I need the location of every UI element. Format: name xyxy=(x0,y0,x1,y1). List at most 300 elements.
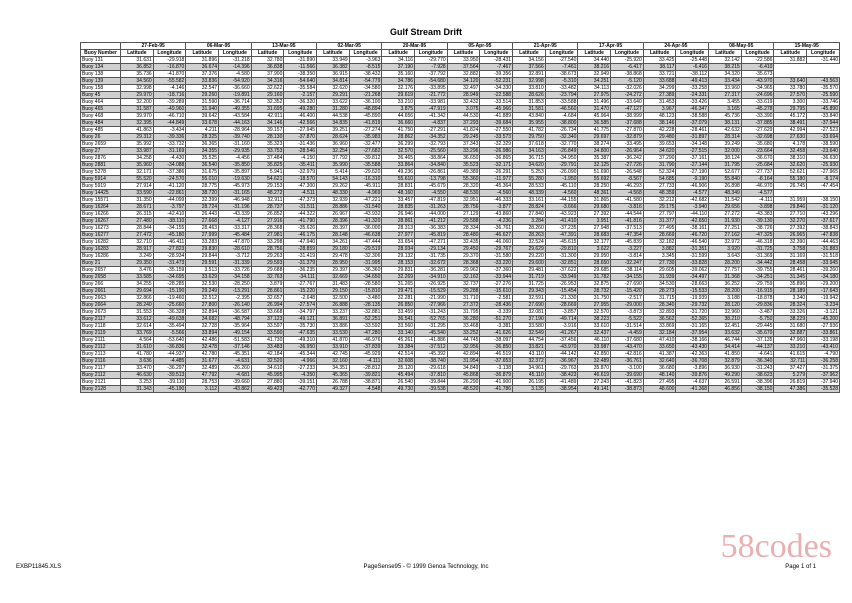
latitude-cell: 28.313 xyxy=(382,225,415,232)
longitude-cell: -27.523 xyxy=(807,127,840,134)
longitude-cell: -27.190 xyxy=(676,169,709,176)
latitude-cell: 37.376 xyxy=(186,71,219,78)
longitude-cell: -45.180 xyxy=(153,232,186,239)
longitude-cell: -37.940 xyxy=(807,379,840,386)
longitude-cell: -37.962 xyxy=(807,372,840,379)
latitude-cell: 38.117 xyxy=(643,64,676,71)
latitude-cell: 33.960 xyxy=(709,85,742,92)
longitude-cell: -33.390 xyxy=(741,113,774,120)
longitude-cell: -18.570 xyxy=(284,176,317,183)
latitude-cell: 32.497 xyxy=(447,85,480,92)
longitude-cell: -3.797 xyxy=(153,204,186,211)
watermark: 58codes xyxy=(720,528,832,565)
longitude-cell: -34.155 xyxy=(611,274,644,281)
longitude-cell: -37.885 xyxy=(741,120,774,127)
latitude-cell: 37.190 xyxy=(513,316,546,323)
buoy-number-cell: Buoy 2658 xyxy=(81,274,121,281)
longitude-header: Longitude xyxy=(153,50,186,57)
longitude-cell: -29.770 xyxy=(415,57,448,64)
buoy-number-cell: Buoy 2128 xyxy=(81,386,121,393)
longitude-cell: -3.873 xyxy=(611,309,644,316)
latitude-cell: 26.290 xyxy=(447,379,480,386)
longitude-cell: -37.653 xyxy=(480,358,513,365)
latitude-cell: 48.330 xyxy=(317,190,350,197)
latitude-cell: 35.736 xyxy=(121,71,154,78)
latitude-cell: 29.795 xyxy=(774,106,807,113)
longitude-cell: -19.939 xyxy=(676,295,709,302)
latitude-cell: 28.120 xyxy=(709,302,742,309)
longitude-cell: -41.267 xyxy=(545,330,578,337)
longitude-cell: -38.843 xyxy=(807,225,840,232)
longitude-cell: -25.590 xyxy=(807,92,840,99)
latitude-cell: 32.177 xyxy=(578,239,611,246)
latitude-cell: 45.868 xyxy=(447,372,480,379)
latitude-cell: 31.542 xyxy=(709,197,742,204)
latitude-cell: 36.280 xyxy=(447,316,480,323)
latitude-cell: 33.678 xyxy=(186,120,219,127)
longitude-cell: -26.953 xyxy=(545,281,578,288)
latitude-cell: 33.836 xyxy=(186,78,219,85)
latitude-cell: 3.622 xyxy=(578,246,611,253)
longitude-cell: -46.519 xyxy=(480,351,513,358)
latitude-cell: 27.975 xyxy=(578,92,611,99)
latitude-cell: 36.660 xyxy=(382,120,415,127)
longitude-cell: -36.340 xyxy=(741,358,774,365)
latitude-cell: 34.682 xyxy=(186,316,219,323)
latitude-cell: 32.478 xyxy=(186,344,219,351)
longitude-cell: -37.146 xyxy=(219,344,252,351)
longitude-cell: -43.296 xyxy=(807,211,840,218)
longitude-cell: -21.772 xyxy=(415,92,448,99)
latitude-cell: 48.160 xyxy=(382,190,415,197)
latitude-cell: 28.461 xyxy=(774,267,807,274)
latitude-cell: 31.169 xyxy=(774,253,807,260)
longitude-cell: -28.610 xyxy=(219,246,252,253)
longitude-cell: -13.291 xyxy=(219,288,252,295)
longitude-cell: -38.999 xyxy=(611,113,644,120)
table-row xyxy=(81,218,840,225)
latitude-cell: 34.835 xyxy=(317,120,350,127)
latitude-cell: 35.992 xyxy=(121,141,154,148)
longitude-cell: -4.485 xyxy=(153,358,186,365)
longitude-cell: -43.584 xyxy=(219,113,252,120)
buoy-number-cell: Buoy 2657 xyxy=(81,267,121,274)
latitude-cell: 41.750 xyxy=(382,127,415,134)
longitude-header: Longitude xyxy=(480,50,513,57)
longitude-cell: -45.392 xyxy=(415,351,448,358)
latitude-cell: 32.000 xyxy=(709,148,742,155)
latitude-cell: 33.585 xyxy=(121,274,154,281)
latitude-cell: 32.435 xyxy=(447,239,480,246)
longitude-cell: -31.300 xyxy=(545,253,578,260)
table-row xyxy=(81,372,840,379)
longitude-cell: -37.680 xyxy=(611,337,644,344)
longitude-cell: -28.546 xyxy=(284,148,317,155)
longitude-cell: -33.317 xyxy=(219,225,252,232)
latitude-cell: 41.780 xyxy=(121,351,154,358)
longitude-cell: -19.942 xyxy=(807,295,840,302)
latitude-cell: 32.951 xyxy=(447,197,480,204)
latitude-cell: 31.280 xyxy=(317,106,350,113)
latitude-cell: 52.621 xyxy=(774,169,807,176)
latitude-cell: 27.668 xyxy=(186,218,219,225)
latitude-cell: 36.915 xyxy=(317,71,350,78)
longitude-cell: -47.127 xyxy=(611,106,644,113)
buoy-number-cell: Buoy 5914 xyxy=(81,176,121,183)
latitude-cell: 32.891 xyxy=(513,71,546,78)
longitude-cell: -28.285 xyxy=(153,281,186,288)
latitude-cell: 33.140 xyxy=(382,330,415,337)
latitude-cell: 28.463 xyxy=(186,225,219,232)
longitude-cell: -31.160 xyxy=(219,141,252,148)
latitude-cell: 32.711 xyxy=(774,358,807,365)
latitude-cell: 35.990 xyxy=(317,162,350,169)
latitude-cell: 4.178 xyxy=(774,141,807,148)
longitude-cell: -31.995 xyxy=(349,260,382,267)
latitude-cell: 47.960 xyxy=(774,337,807,344)
page-title: Gulf Stream Drift xyxy=(389,27,462,37)
latitude-cell: 41.824 xyxy=(447,127,480,134)
latitude-cell: 36.680 xyxy=(643,365,676,372)
table-row xyxy=(81,386,840,393)
longitude-cell: -13.798 xyxy=(415,176,448,183)
longitude-cell: -47.221 xyxy=(349,197,382,204)
longitude-cell: -23.664 xyxy=(741,148,774,155)
latitude-cell: 41.782 xyxy=(513,127,546,134)
latitude-cell: 5.414 xyxy=(317,169,350,176)
latitude-cell: 28.886 xyxy=(317,204,350,211)
latitude-cell: 31.343 xyxy=(121,386,154,393)
longitude-cell: -35.897 xyxy=(219,169,252,176)
latitude-cell: 3.075 xyxy=(447,106,480,113)
longitude-cell: -25.930 xyxy=(807,162,840,169)
latitude-cell: 33.949 xyxy=(317,57,350,64)
latitude-cell: 34.258 xyxy=(121,155,154,162)
latitude-cell: 36.382 xyxy=(317,64,350,71)
latitude-cell: 28.669 xyxy=(643,232,676,239)
longitude-cell: -32.851 xyxy=(545,260,578,267)
longitude-cell: -41.489 xyxy=(545,379,578,386)
longitude-cell: -3.480 xyxy=(349,295,382,302)
latitude-cell: 29.291 xyxy=(317,92,350,99)
latitude-cell: 3.951 xyxy=(578,218,611,225)
longitude-cell: -4.641 xyxy=(741,351,774,358)
longitude-cell: -45.110 xyxy=(545,183,578,190)
longitude-cell: -37.079 xyxy=(676,120,709,127)
longitude-cell: -39.110 xyxy=(153,379,186,386)
longitude-cell: -4.681 xyxy=(219,372,252,379)
latitude-cell: 33.950 xyxy=(447,57,480,64)
latitude-cell: 29.288 xyxy=(447,288,480,295)
latitude-cell: 36.838 xyxy=(251,64,284,71)
longitude-cell: -3.434 xyxy=(153,127,186,134)
longitude-cell: -33.619 xyxy=(741,99,774,106)
longitude-cell: -39.660 xyxy=(219,379,252,386)
latitude-cell: 38.216 xyxy=(578,64,611,71)
latitude-cell: 49.290 xyxy=(709,372,742,379)
longitude-cell: -35.983 xyxy=(349,134,382,141)
longitude-cell: -32.171 xyxy=(480,162,513,169)
longitude-cell: -34.155 xyxy=(153,225,186,232)
latitude-cell: 32.524 xyxy=(513,239,546,246)
longitude-cell: -3.896 xyxy=(676,365,709,372)
longitude-cell: -47.919 xyxy=(415,106,448,113)
latitude-cell: 41.730 xyxy=(251,337,284,344)
longitude-cell: -44.137 xyxy=(741,344,774,351)
longitude-cell: -47.354 xyxy=(611,232,644,239)
latitude-cell: 27.981 xyxy=(251,232,284,239)
latitude-cell: 42.184 xyxy=(251,351,284,358)
longitude-cell: -6.417 xyxy=(611,64,644,71)
latitude-cell: 42.850 xyxy=(578,351,611,358)
latitude-cell: 38.146 xyxy=(643,120,676,127)
longitude-cell: -3.487 xyxy=(741,309,774,316)
latitude-cell: 45.365 xyxy=(317,372,350,379)
latitude-cell: 49.730 xyxy=(382,386,415,393)
longitude-cell: -27.682 xyxy=(349,148,382,155)
longitude-cell: -49.960 xyxy=(153,106,186,113)
longitude-cell: -33.726 xyxy=(219,267,252,274)
longitude-cell: -33.482 xyxy=(545,85,578,92)
longitude-cell: -27.515 xyxy=(676,148,709,155)
latitude-cell: 35.523 xyxy=(447,162,480,169)
longitude-cell: -3.138 xyxy=(480,365,513,372)
longitude-cell: -45.364 xyxy=(480,183,513,190)
longitude-cell: -47.300 xyxy=(284,183,317,190)
longitude-cell: -27.690 xyxy=(611,281,644,288)
latitude-cell: 29.471 xyxy=(382,288,415,295)
longitude-cell: -3.712 xyxy=(219,253,252,260)
longitude-cell: -41.342 xyxy=(415,113,448,120)
table-row xyxy=(81,71,840,78)
latitude-cell: 28.250 xyxy=(578,183,611,190)
table-row xyxy=(81,267,840,274)
buoy-number-cell: Buoy 26 xyxy=(81,134,121,141)
latitude-cell: 31.865 xyxy=(578,197,611,204)
longitude-cell: -41.320 xyxy=(349,218,382,225)
longitude-cell: -33.945 xyxy=(807,260,840,267)
latitude-cell: 32.184 xyxy=(643,330,676,337)
table-row xyxy=(81,92,840,99)
longitude-cell: -38.590 xyxy=(807,141,840,148)
longitude-cell: -41.120 xyxy=(153,183,186,190)
latitude-cell: 29.750 xyxy=(513,134,546,141)
longitude-cell: -41.626 xyxy=(480,330,513,337)
longitude-cell: -37.870 xyxy=(284,134,317,141)
buoy-number-cell: Buoy 2881 xyxy=(81,162,121,169)
latitude-cell: 32.269 xyxy=(382,274,415,281)
latitude-cell: 34.620 xyxy=(513,162,546,169)
longitude-cell: -45.890 xyxy=(349,113,382,120)
latitude-cell: 31.553 xyxy=(121,309,154,316)
table-row xyxy=(81,309,840,316)
latitude-cell: 27.914 xyxy=(121,183,154,190)
longitude-cell: -46.175 xyxy=(284,232,317,239)
latitude-cell: 32.081 xyxy=(513,309,546,316)
longitude-header: Longitude xyxy=(349,50,382,57)
latitude-cell: 32.395 xyxy=(121,120,154,127)
table-row xyxy=(81,337,840,344)
longitude-cell: -45.890 xyxy=(807,106,840,113)
longitude-cell: -37.512 xyxy=(415,344,448,351)
latitude-cell: 3.513 xyxy=(186,267,219,274)
latitude-cell: 33.668 xyxy=(251,309,284,316)
latitude-cell: 26.443 xyxy=(186,211,219,218)
longitude-cell: -37.135 xyxy=(741,337,774,344)
latitude-cell: 3.967 xyxy=(643,106,676,113)
buoy-number-cell: Buoy 5919 xyxy=(81,183,121,190)
longitude-cell: -8.174 xyxy=(807,176,840,183)
latitude-cell: 29.481 xyxy=(513,267,546,274)
longitude-cell: -17.643 xyxy=(807,288,840,295)
longitude-cell: -36.587 xyxy=(219,309,252,316)
date-header: 02-Mar-95 xyxy=(317,43,382,50)
latitude-cell: 28.325 xyxy=(186,134,219,141)
table-row xyxy=(81,281,840,288)
longitude-cell: -33.258 xyxy=(676,85,709,92)
longitude-cell: -31.165 xyxy=(676,323,709,330)
date-header: 08-May-95 xyxy=(709,43,774,50)
longitude-cell: -28.135 xyxy=(349,302,382,309)
latitude-cell: 28.824 xyxy=(513,204,546,211)
latitude-cell: 4.211 xyxy=(186,127,219,134)
longitude-cell: -31.511 xyxy=(284,204,317,211)
latitude-cell: 38.215 xyxy=(709,64,742,71)
latitude-cell: 31.345 xyxy=(774,274,807,281)
longitude-cell: -43.970 xyxy=(545,344,578,351)
longitude-cell: -37.235 xyxy=(545,225,578,232)
latitude-cell: 27.251 xyxy=(709,225,742,232)
latitude-cell: 36.365 xyxy=(186,141,219,148)
longitude-cell: -31.436 xyxy=(284,141,317,148)
latitude-cell: 28.650 xyxy=(578,260,611,267)
longitude-cell: -38.114 xyxy=(611,267,644,274)
latitude-cell: 37.190 xyxy=(382,64,415,71)
longitude-cell: -43.932 xyxy=(349,211,382,218)
longitude-cell: -49.413 xyxy=(676,78,709,85)
latitude-cell: 27.690 xyxy=(513,302,546,309)
latitude-cell: 47.386 xyxy=(774,386,807,393)
longitude-cell: -33.949 xyxy=(545,274,578,281)
longitude-cell: -33.840 xyxy=(807,113,840,120)
longitude-cell: -35.673 xyxy=(741,71,774,78)
longitude-cell: -33.573 xyxy=(480,134,513,141)
longitude-cell: -32.698 xyxy=(741,134,774,141)
longitude-cell: -36.660 xyxy=(219,85,252,92)
longitude-cell: -38.161 xyxy=(676,225,709,232)
longitude-cell: -39.289 xyxy=(153,99,186,106)
latitude-cell: 33.283 xyxy=(186,239,219,246)
latitude-cell: 28.934 xyxy=(382,246,415,253)
longitude-cell: -4.548 xyxy=(349,386,382,393)
latitude-cell: 33.650 xyxy=(643,344,676,351)
latitude-cell: 31.896 xyxy=(186,57,219,64)
longitude-cell: -3.381 xyxy=(480,323,513,330)
longitude-cell: -39.684 xyxy=(480,120,513,127)
latitude-cell: 26.898 xyxy=(709,183,742,190)
data-table-container xyxy=(80,42,840,552)
buoy-number-cell: Buoy 2118 xyxy=(81,323,121,330)
longitude-cell: -3.877 xyxy=(480,204,513,211)
longitude-cell: -36.836 xyxy=(153,344,186,351)
longitude-cell: -46.560 xyxy=(545,106,578,113)
latitude-cell: 34.120 xyxy=(447,78,480,85)
latitude-cell: 33.721 xyxy=(643,71,676,78)
longitude-cell: -19.891 xyxy=(219,92,252,99)
latitude-header: Latitude xyxy=(643,50,676,57)
longitude-cell: -35.588 xyxy=(349,162,382,169)
longitude-cell: -29.810 xyxy=(545,246,578,253)
longitude-cell: -28.669 xyxy=(545,302,578,309)
table-row xyxy=(81,127,840,134)
latitude-cell: 49.236 xyxy=(382,169,415,176)
latitude-cell: 44.754 xyxy=(513,337,546,344)
footer-copyright: PageSense95 - © 1999 Genoa Technology, Inc xyxy=(363,564,489,570)
buoy-number-cell: Buoy 465 xyxy=(81,106,121,113)
latitude-cell: 54.143 xyxy=(317,176,350,183)
longitude-cell: -36.383 xyxy=(415,225,448,232)
table-row xyxy=(81,288,840,295)
table-row xyxy=(81,246,840,253)
longitude-cell: -46.638 xyxy=(349,232,382,239)
latitude-cell: 36.960 xyxy=(317,141,350,148)
latitude-cell: 32.866 xyxy=(121,295,154,302)
latitude-cell: 29.480 xyxy=(643,134,676,141)
latitude-cell: 3.920 xyxy=(709,246,742,253)
longitude-cell: -21.268 xyxy=(349,92,382,99)
longitude-cell: -36.235 xyxy=(284,267,317,274)
longitude-cell: -42.816 xyxy=(611,351,644,358)
latitude-cell: 33.769 xyxy=(121,330,154,337)
latitude-cell: 36.252 xyxy=(709,281,742,288)
buoy-number-cell: Buoy 2673 xyxy=(81,309,121,316)
latitude-cell: 37.566 xyxy=(513,64,546,71)
longitude-cell: -8.567 xyxy=(611,176,644,183)
longitude-cell: -36.879 xyxy=(480,372,513,379)
latitude-cell: 32.200 xyxy=(121,99,154,106)
longitude-cell: -4.631 xyxy=(219,358,252,365)
latitude-cell: 51.690 xyxy=(578,169,611,176)
latitude-cell: 29.619 xyxy=(382,92,415,99)
longitude-cell: -29.791 xyxy=(545,162,578,169)
latitude-cell: 32.640 xyxy=(643,358,676,365)
longitude-cell: -5.310 xyxy=(545,78,578,85)
latitude-cell: 26.788 xyxy=(317,379,350,386)
latitude-cell: 54.685 xyxy=(643,176,676,183)
longitude-cell: -3.227 xyxy=(611,246,644,253)
longitude-header: Longitude xyxy=(611,50,644,57)
longitude-cell: -5.522 xyxy=(611,316,644,323)
latitude-cell: 3.135 xyxy=(513,386,546,393)
longitude-cell: -45.344 xyxy=(284,351,317,358)
longitude-cell: -2.517 xyxy=(611,295,644,302)
latitude-cell: 46.630 xyxy=(121,372,154,379)
longitude-cell: -37.161 xyxy=(676,155,709,162)
latitude-cell: 55.610 xyxy=(382,176,415,183)
latitude-header: Latitude xyxy=(121,50,154,57)
longitude-cell: -32.247 xyxy=(611,260,644,267)
longitude-cell: -7.928 xyxy=(415,64,448,71)
buoy-number-cell: Buoy 2117 xyxy=(81,316,121,323)
longitude-cell: -41.580 xyxy=(611,197,644,204)
latitude-cell: 32.162 xyxy=(447,274,480,281)
longitude-cell: -36.714 xyxy=(219,99,252,106)
longitude-cell: -49.121 xyxy=(284,316,317,323)
table-row xyxy=(81,120,840,127)
latitude-cell: 29.160 xyxy=(251,92,284,99)
latitude-cell: 28.756 xyxy=(447,204,480,211)
longitude-cell: -3.666 xyxy=(545,204,578,211)
